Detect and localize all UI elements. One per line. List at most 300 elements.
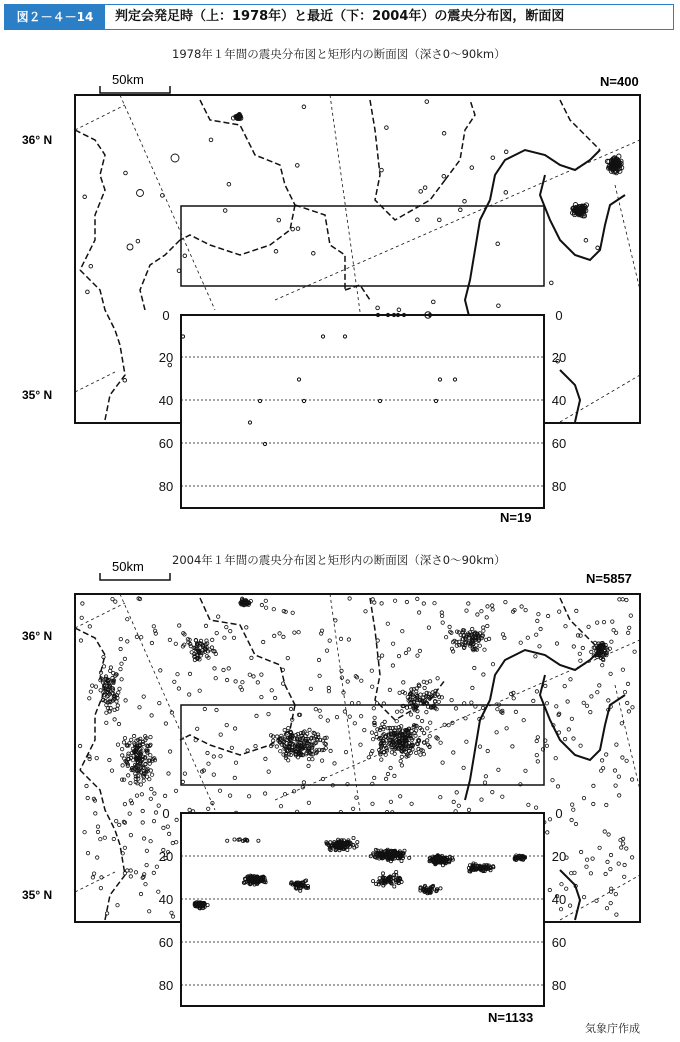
epicenter	[325, 649, 328, 652]
epicenter	[116, 743, 119, 746]
epicenter	[79, 639, 82, 642]
epicenter	[505, 727, 508, 730]
epicenter	[286, 656, 289, 659]
epicenter	[491, 156, 495, 160]
cross-section-frame	[181, 315, 544, 508]
epicenter	[605, 803, 608, 806]
epicenter	[582, 701, 585, 704]
epicenter	[128, 812, 131, 815]
section-count-label: N=1133	[488, 1010, 534, 1025]
epicenter	[436, 677, 439, 680]
epicenter	[364, 610, 367, 613]
epicenter	[623, 691, 626, 694]
epicenter	[514, 710, 517, 713]
epicenter	[119, 647, 122, 650]
depth-tick: 80	[551, 479, 567, 494]
epicenter	[370, 731, 373, 734]
epicenter	[351, 807, 354, 810]
epicenter	[524, 608, 527, 611]
epicenter	[592, 784, 595, 787]
epicenter	[420, 719, 423, 722]
epicenter	[85, 784, 88, 787]
epicenter	[467, 602, 470, 605]
epicenter	[442, 132, 446, 136]
epicenter	[496, 242, 500, 246]
epicenter	[307, 757, 310, 760]
epicenter	[137, 775, 140, 778]
epicenter	[524, 769, 527, 772]
epicenter	[439, 796, 442, 799]
epicenter	[598, 846, 601, 849]
figure-title: 判定会発足時（上：1978年）と最近（下：2004年）の震央分布図，断面図	[115, 9, 565, 24]
epicenter	[178, 624, 181, 627]
epicenter	[274, 250, 278, 254]
epicenter	[293, 631, 296, 634]
epicenter	[395, 720, 398, 723]
epicenter	[177, 687, 180, 690]
epicenter	[188, 693, 191, 696]
epicenter	[228, 794, 231, 797]
epicenter	[397, 654, 400, 657]
epicenter	[441, 761, 444, 764]
epicenter	[418, 649, 421, 652]
epicenter	[568, 904, 571, 907]
epicenter	[482, 673, 485, 676]
epicenter	[590, 695, 593, 698]
epicenter	[114, 600, 117, 603]
epicenter	[171, 841, 174, 844]
epicenter	[504, 150, 508, 154]
epicenter	[134, 871, 137, 874]
epicenter	[470, 166, 474, 170]
epicenter	[400, 710, 403, 713]
epicenter	[123, 821, 126, 824]
map-count-label: N=5857	[586, 571, 632, 586]
epicenter	[297, 631, 300, 634]
lat-label-36n: 36° N	[22, 629, 53, 643]
epicenter	[551, 779, 554, 782]
epicenter	[311, 758, 314, 761]
epicenter	[399, 759, 402, 762]
epicenter	[590, 650, 593, 653]
epicenter	[544, 684, 547, 687]
epicenter	[393, 752, 396, 755]
epicenter	[373, 716, 376, 719]
epicenter	[275, 735, 278, 738]
epicenter	[491, 604, 494, 607]
epicenter	[262, 640, 265, 643]
epicenter	[174, 789, 177, 792]
epicenter	[158, 701, 161, 704]
epicenter	[400, 755, 403, 758]
epicenter	[270, 689, 273, 692]
epicenter	[264, 757, 267, 760]
epicenter	[486, 605, 489, 608]
epicenter	[389, 766, 392, 769]
depth-tick: 60	[551, 436, 567, 451]
epicenter	[81, 602, 84, 605]
epicenter	[86, 851, 89, 854]
panel-1978	[22, 72, 640, 525]
section-rectangle	[181, 206, 544, 286]
epicenter	[149, 754, 152, 757]
epicenter	[227, 182, 231, 186]
epicenter	[429, 721, 432, 724]
epicenter	[282, 635, 285, 638]
epicenter	[473, 666, 476, 669]
epicenter	[118, 687, 121, 690]
epicenter	[327, 686, 330, 689]
epicenter	[470, 701, 473, 704]
epicenter	[428, 680, 431, 683]
epicenter	[615, 743, 618, 746]
epicenter	[573, 871, 576, 874]
depth-ticks-right	[552, 806, 566, 993]
epicenter	[370, 669, 373, 672]
epicenter	[207, 762, 210, 765]
epicenter	[623, 863, 626, 866]
epicenter	[183, 254, 187, 258]
epicenter	[409, 713, 412, 716]
epicenter	[260, 673, 263, 676]
depth-tick: 60	[158, 436, 174, 451]
epicenter	[426, 727, 429, 730]
epicenter	[384, 777, 387, 780]
epicenter	[92, 872, 95, 875]
epicenter	[626, 701, 629, 704]
epicenter	[264, 599, 267, 602]
epicenter	[124, 171, 128, 175]
epicenter	[439, 741, 442, 744]
epicenter	[495, 731, 498, 734]
epicenter	[319, 715, 322, 718]
epicenter	[307, 801, 310, 804]
epicenter	[380, 168, 384, 172]
epicenter	[103, 836, 106, 839]
epicenter	[168, 750, 171, 753]
epicenter	[438, 218, 442, 222]
epicenter	[437, 700, 440, 703]
epicenter	[260, 603, 263, 606]
epicenter	[621, 756, 624, 759]
epicenter	[121, 754, 124, 757]
epicenter	[574, 822, 577, 825]
epicenter	[121, 764, 124, 767]
epicenter	[626, 682, 629, 685]
epicenter	[527, 803, 530, 806]
epicenter	[126, 640, 129, 643]
epicenter	[245, 626, 248, 629]
epicenter	[376, 639, 379, 642]
epicenter	[150, 773, 153, 776]
epicenter	[607, 699, 610, 702]
depth-tick: 0	[555, 308, 563, 323]
epicenter	[609, 672, 612, 675]
epicenter	[486, 624, 489, 627]
epicenter	[581, 646, 584, 649]
epicenter	[320, 759, 323, 762]
epicenter	[605, 753, 608, 756]
epicenter	[478, 745, 481, 748]
epicenter	[145, 863, 148, 866]
epicenter	[207, 807, 210, 810]
epicenter	[296, 227, 300, 231]
epicenter	[391, 642, 394, 645]
epicenter	[327, 690, 330, 693]
epicenter	[462, 766, 465, 769]
epicenter	[115, 819, 118, 822]
epicenter	[399, 795, 402, 798]
epicenter	[104, 675, 107, 678]
epicenter	[385, 126, 389, 130]
scale-label: 50km	[112, 559, 144, 574]
epicenter	[161, 194, 165, 198]
epicenter	[139, 783, 142, 786]
epicenter	[173, 680, 176, 683]
epicenter	[119, 667, 122, 670]
depth-tick: 40	[551, 892, 567, 907]
lat-label-35n: 35° N	[22, 388, 53, 402]
epicenter	[88, 625, 91, 628]
epicenter	[566, 700, 569, 703]
epicenter	[621, 598, 624, 601]
epicenter	[520, 605, 523, 608]
epicenter	[154, 811, 157, 814]
epicenter	[491, 663, 494, 666]
epicenter	[150, 787, 153, 790]
epicenter	[136, 239, 140, 243]
epicenter	[135, 635, 138, 638]
epicenter	[123, 657, 126, 660]
epicenter	[152, 819, 155, 822]
depth-tick: 0	[162, 806, 170, 821]
epicenter	[176, 673, 179, 676]
epicenter	[116, 904, 119, 907]
epicenter	[123, 379, 127, 383]
epicenter	[480, 798, 483, 801]
epicenter	[164, 722, 167, 725]
epicenter	[497, 304, 501, 308]
epicenter	[419, 753, 422, 756]
epicenter	[222, 668, 225, 671]
epicenter	[100, 876, 103, 879]
epicenter	[535, 739, 538, 742]
epicenter	[570, 872, 573, 875]
epicenter	[380, 602, 383, 605]
epicenter	[129, 875, 132, 878]
epicenter	[596, 246, 600, 250]
epicenter	[422, 753, 425, 756]
credit: 気象庁作成	[585, 1022, 640, 1035]
epicenter	[476, 613, 479, 616]
epicenter	[609, 867, 612, 870]
epicenter	[465, 609, 468, 612]
epicenter	[157, 804, 160, 807]
epicenter	[415, 751, 418, 754]
epicenter	[223, 636, 226, 639]
epicenter	[471, 686, 474, 689]
epicenter	[142, 779, 145, 782]
epicenter	[511, 745, 514, 748]
epicenter	[313, 732, 316, 735]
epicenter	[497, 768, 500, 771]
epicenter	[519, 641, 522, 644]
epicenter	[198, 689, 201, 692]
epicenter	[163, 794, 166, 797]
epicenter	[256, 681, 259, 684]
epicenter	[120, 678, 123, 681]
epicenter	[188, 808, 191, 811]
epicenter	[535, 633, 538, 636]
depth-tick: 40	[158, 393, 174, 408]
epicenter	[613, 769, 616, 772]
epicenter	[254, 744, 257, 747]
epicenter	[329, 749, 332, 752]
lat-label-35n: 35° N	[22, 888, 53, 902]
scale-bar	[100, 86, 170, 93]
epicenter	[105, 912, 108, 915]
epicenter	[94, 812, 97, 815]
epicenter	[501, 633, 504, 636]
epicenter	[393, 774, 396, 777]
epicenter	[141, 809, 144, 812]
epicenter	[558, 610, 561, 613]
epicenter	[152, 871, 155, 874]
epicenter	[308, 728, 311, 731]
epicenter	[204, 624, 207, 627]
depth-ticks-right	[552, 308, 566, 494]
epicenter	[131, 759, 134, 762]
epicenter	[123, 872, 126, 875]
epicenter	[620, 722, 623, 725]
epicenter	[225, 723, 228, 726]
epicenter	[548, 818, 551, 821]
epicenter	[99, 886, 102, 889]
epicenter	[564, 625, 567, 628]
epicenter	[625, 598, 628, 601]
epicenter	[145, 775, 148, 778]
epicenter	[427, 626, 430, 629]
epicenter	[219, 733, 222, 736]
epicenter	[526, 636, 529, 639]
epicenter	[264, 606, 267, 609]
epicenter	[448, 625, 451, 628]
epicenter	[152, 625, 155, 628]
depth-tick: 40	[158, 892, 174, 907]
epicenter	[283, 728, 286, 731]
depth-tick: 80	[158, 479, 174, 494]
epicenter	[585, 865, 588, 868]
epicenter	[218, 789, 221, 792]
depth-tick: 60	[551, 935, 567, 950]
epicenter	[606, 860, 609, 863]
depth-tick: 0	[162, 308, 170, 323]
epicenter	[129, 869, 132, 872]
epicenter	[273, 696, 276, 699]
epicenter	[283, 793, 286, 796]
epicenter	[404, 651, 407, 654]
epicenter	[604, 872, 607, 875]
epicenter	[532, 699, 535, 702]
epicenter	[428, 735, 431, 738]
epicenter	[628, 626, 631, 629]
epicenter	[615, 913, 618, 916]
epicenter	[170, 911, 173, 914]
epicenter	[326, 719, 329, 722]
epicenter	[130, 738, 133, 741]
epicenter	[609, 853, 612, 856]
epicenter	[600, 769, 603, 772]
depth-tick: 20	[158, 350, 174, 365]
epicenter	[555, 705, 558, 708]
epicenter	[627, 631, 630, 634]
epicenter	[263, 792, 266, 795]
epicenter	[512, 697, 515, 700]
epicenter	[425, 100, 429, 104]
section-count-label: N=19	[500, 510, 532, 525]
epicenter	[347, 638, 350, 641]
epicenter	[149, 769, 152, 772]
depth-tick: 40	[551, 393, 567, 408]
epicenter	[614, 784, 617, 787]
epicenter	[138, 706, 141, 709]
epicenter	[334, 619, 337, 622]
epicenter	[183, 772, 186, 775]
epicenter	[302, 781, 305, 784]
epicenter	[153, 792, 156, 795]
epicenter	[278, 632, 281, 635]
epicenter	[318, 709, 321, 712]
epicenter	[555, 642, 558, 645]
epicenter	[289, 707, 292, 710]
epicenter	[559, 908, 562, 911]
epicenter	[402, 681, 405, 684]
epicenter	[373, 601, 376, 604]
epicenter	[618, 598, 621, 601]
epicenter	[591, 857, 594, 860]
lat-label-36n: 36° N	[22, 133, 53, 147]
epicenter	[545, 702, 548, 705]
epicenter	[572, 737, 575, 740]
epicenter	[393, 599, 396, 602]
epicenter	[546, 614, 549, 617]
epicenter	[423, 686, 426, 689]
epicenter	[603, 830, 606, 833]
epicenter	[215, 708, 218, 711]
epicenter	[339, 637, 342, 640]
epicenter	[328, 639, 331, 642]
epicenter	[96, 830, 99, 833]
epicenter	[585, 858, 588, 861]
epicenter	[457, 804, 460, 807]
epicenter	[149, 735, 152, 738]
epicenter	[486, 749, 489, 752]
epicenter	[234, 761, 237, 764]
epicenter	[150, 641, 153, 644]
epicenter	[140, 793, 143, 796]
epicenter	[211, 638, 214, 641]
epicenter	[279, 805, 282, 808]
epicenter	[567, 728, 570, 731]
depth-tick: 20	[158, 849, 174, 864]
epicenter	[601, 664, 604, 667]
epicenter	[557, 731, 560, 734]
epicenter	[579, 659, 582, 662]
epicenter	[247, 795, 250, 798]
epicenter	[563, 684, 566, 687]
epicenter	[78, 744, 81, 747]
epicenter	[572, 645, 575, 648]
